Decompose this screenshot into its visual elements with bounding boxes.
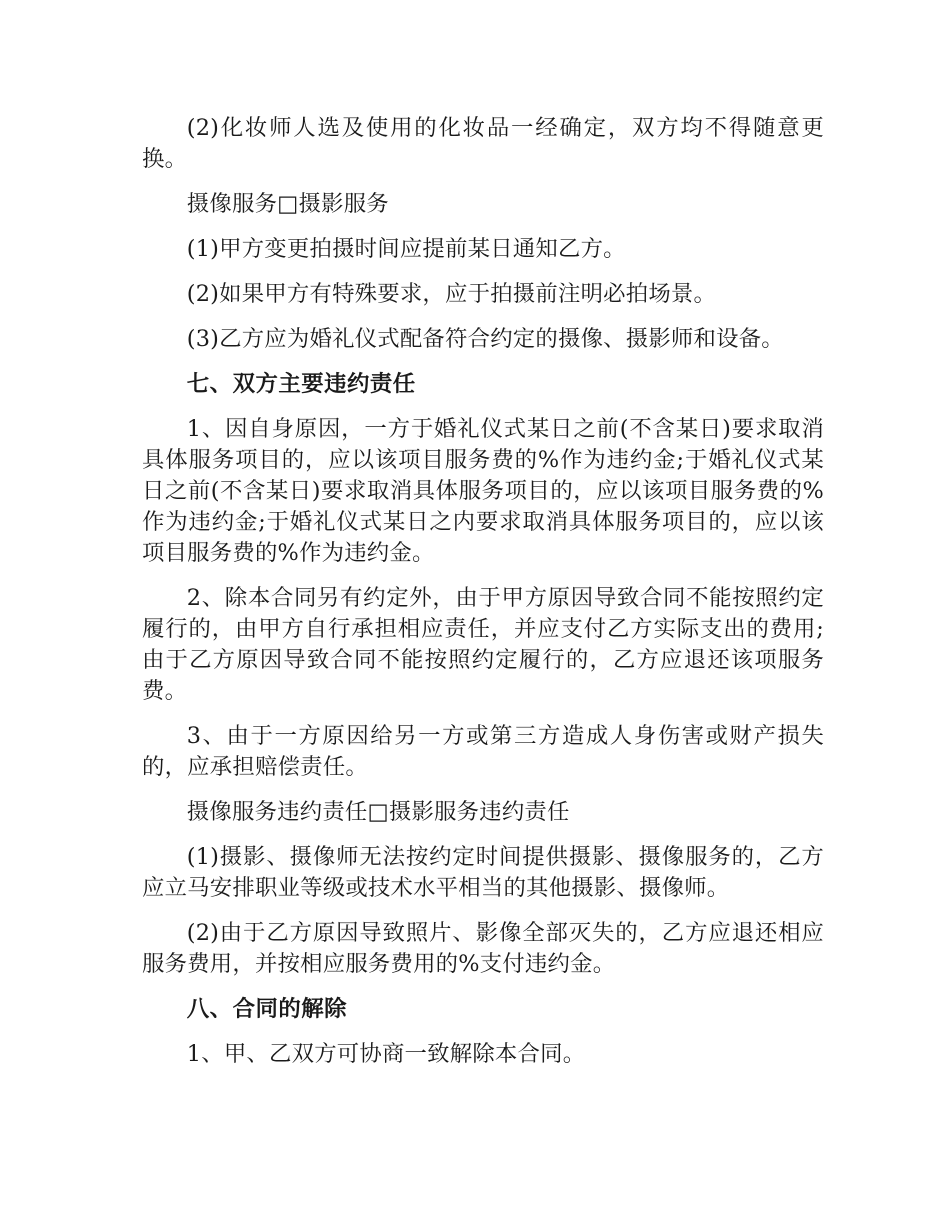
clause-equipment: (3)乙方应为婚礼仪式配备符合约定的摄像、摄影师和设备。 (186, 326, 784, 352)
service-label-video-photo: 摄像服务□摄影服务 (186, 191, 389, 217)
section-heading-termination: 八、合同的解除 (186, 996, 348, 1022)
clause-mutual-termination: 1、甲、乙双方可协商一致解除本合同。 (186, 1041, 586, 1067)
clause-nonperformance: 2、除本合同另有约定外，由于甲方原因导致合同不能按照约定履行的，由甲方自行承担相应责任，并应支付乙方实际支出的费用;由于乙方原因导致合同不能按照约定履行的，乙方应退还该项服务费。 (142, 585, 824, 704)
clause-special-request: (2)如果甲方有特殊要求，应于拍摄前注明必拍场景。 (186, 281, 717, 307)
clause-shooting-time: (1)甲方变更拍摄时间应提前某日通知乙方。 (186, 236, 626, 262)
clause-damages: 3、由于一方原因给另一方或第三方造成人身伤害或财产损失的，应承担赔偿责任。 (142, 723, 824, 780)
clause-media-loss: (2)由于乙方原因导致照片、影像全部灭失的，乙方应退还相应服务费用，并按相应服务费用的%支付违约金。 (142, 920, 824, 977)
service-liability-label: 摄像服务违约责任□摄影服务违约责任 (186, 799, 570, 825)
document-body (142, 113, 824, 1084)
clause-photographer-unavailable: (1)摄影、摄像师无法按约定时间提供摄影、摄像服务的，乙方应立马安排职业等级或技术水平相当的其他摄影、摄像师。 (142, 844, 824, 901)
section-heading-liability: 七、双方主要违约责任 (186, 371, 416, 397)
clause-makeup-artist: (2)化妆师人选及使用的化妆品一经确定，双方均不得随意更换。 (142, 115, 824, 172)
clause-cancellation: 1、因自身原因，一方于婚礼仪式某日之前(不含某日)要求取消具体服务项目的，应以该项目服务费的%作为违约金;于婚礼仪式某日之前(不含某日)要求取消具体服务项目的，应以该项目服务费的%作为违约金;于婚礼仪式某日之内要求取消具体服务项目的，应以该项目服务费的%作为违约金。 (142, 416, 824, 566)
